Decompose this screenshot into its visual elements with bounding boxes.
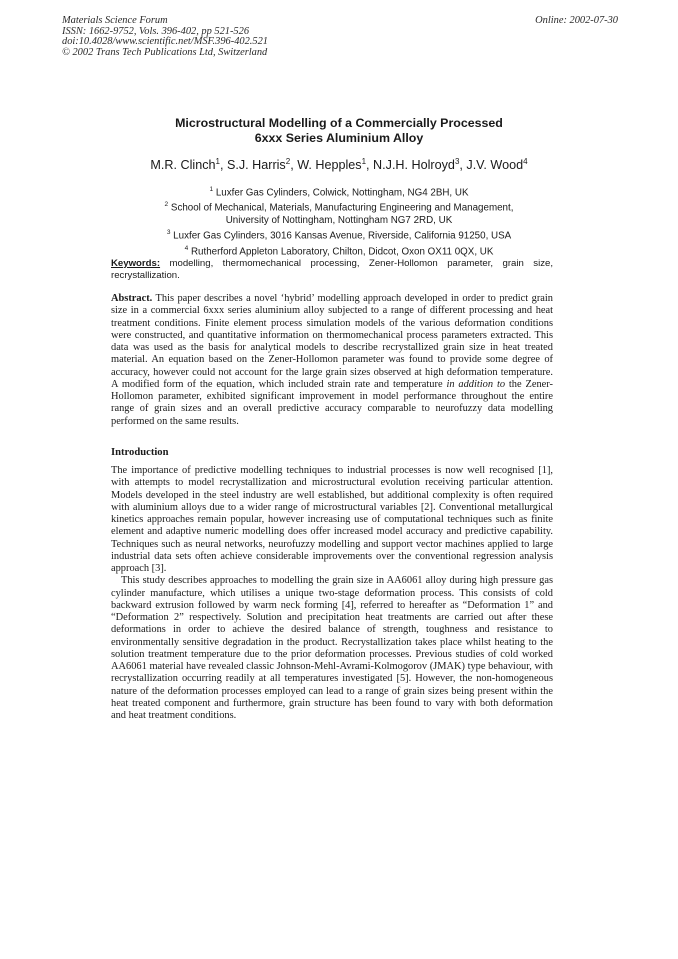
affiliation-3: $^3$ Luxfer Gas Cylinders, 3016 Kansas Avenue, Riverside, California 91250, USA — [166, 229, 512, 242]
journal-header — [62, 16, 618, 58]
issn-line: ISSN: 1662-9752, Vols. 396-402, pp 521-526 — [62, 25, 250, 37]
paper-title — [0, 116, 678, 146]
abstract-text: This paper describes a novel ‘hybrid’ modelling approach developed in order to predict grain size in a commercial 6xxx series aluminium alloy subjected to a range of different processing and heat treatment conditions. Finite element process simulation models of the various deformation conditions were constructed, and quantitative information on thermomechanical process parameters extracted. This data was used as the basis for analytical models to describe recrystallized grain size in heat treated material. An equation based on the Zener-Hollomon parameter was found to provide some degree of accuracy, however could not account for the large grain sizes observed at high deformation temperature. A modified form of the equation, which included strain rate and temperature — [111, 293, 553, 390]
author: N.J.H. Holroyd — [373, 158, 455, 173]
affiliation-2: $^2$ School of Mechanical, Materials, Manufacturing Engineering and Management, — [164, 201, 514, 214]
abstract — [111, 293, 553, 428]
keywords — [111, 258, 553, 283]
online-date: Online: 2002-07-30 — [535, 15, 618, 26]
author-affil-sup: 2 — [285, 157, 291, 166]
author-affil-sup: 4 — [523, 157, 528, 166]
keywords-text: modelling, thermomechanical processing, Zener-Hollomon parameter, grain size, recrystallization. — [111, 258, 554, 282]
keywords-label: Keywords: — [111, 258, 161, 269]
author-affil-sup: 1 — [215, 157, 220, 166]
author: W. Hepples — [297, 158, 362, 173]
abstract-label: Abstract. — [111, 293, 153, 304]
journal-name: Materials Science Forum — [62, 15, 168, 26]
author-list: M.R. Clinch$^1$, S.J. Harris$^2$, W. Hepples$^1$, N.J.H. Holroyd$^3$, J.V. Wood$^4$ — [150, 157, 528, 173]
author-affil-sup: 1 — [361, 157, 367, 166]
affiliations — [0, 184, 678, 258]
abstract-text-cont: the Zener-Hollomon parameter, exhibited significant improvement in model performance throughout the entire range of grain sizes and an overall predictive accuracy comparable to neurofuzzy data modelling performed on the same results. — [111, 378, 553, 427]
affiliation-4: $^4$ Rutherford Appleton Laboratory, Chilton, Didcot, Oxon OX11 0QX, UK — [184, 244, 494, 257]
affiliation-1: $^1$ Luxfer Gas Cylinders, Colwick, Nottingham, NG4 2BH, UK — [209, 186, 469, 199]
section-heading-introduction: Introduction — [111, 447, 169, 458]
title-line-1: Microstructural Modelling of a Commercially Processed — [175, 116, 503, 130]
affiliation-2-cont: University of Nottingham, Nottingham NG7 2RD, UK — [225, 214, 453, 226]
author: J.V. Wood — [466, 158, 524, 173]
paragraph: This study describes approaches to modelling the grain size in AA6061 alloy during high pressure gas cylinder manufacture, which utilises a unique two-stage deformation process. This consists of cold backward extrusion followed by warm neck forming [4], referred to hereafter as “Deformation 1” and “Deformation 2” respectively. Solution and precipitation heat treatments are carried out after these deformations in order to achieve the desired balance of strength, toughness and resistance to environmentally sensitive degradation in the product. Recrystallization takes place whilst heating to the solution treatment temperature due to the prior deformation processes. Previous studies of cold worked AA6061 material have revealed classic Johnson-Mehl-Avrami-Kolmogorov (JMAK) type behaviour, with recrystallization occurring readily at all temperatures investigated [5]. However, the non-homogeneous nature of the deformation processes employed can lead to a range of grain sizes being present within the heat treated component and furthermore, grain structure has been found to vary with both deformation and heat treatment conditions. — [111, 575, 553, 721]
doi-line[interactable]: doi:10.4028/www.scientific.net/MSF.396-402.521 — [62, 36, 268, 48]
author-affil-sup: 3 — [454, 157, 460, 166]
title-line-2: 6xxx Series Aluminium Alloy — [254, 131, 424, 145]
author: S.J. Harris — [226, 158, 286, 173]
abstract-emphasis: in addition to — [446, 378, 506, 390]
paragraph: The importance of predictive modelling techniques to industrial processes is now well recognised [1], with attempts to model recrystallization and microstructural evolution receiving particular attention. Models developed in the steel industry are well established, but additional complexity is often required with aluminium alloys due to a wider range of microstructural variables [2]. Conventional metallurgical kinetics approaches remain popular, however increasing use of computational techniques such as finite element and adaptive numeric modelling does offer increased model accuracy and predictive capability. Techniques such as neural networks, neurofuzzy modelling and support vector machines applied to large industrial data sets often achieve considerable improvements over the conventional regression analysis approach [3]. — [111, 465, 553, 574]
introduction-body — [111, 465, 553, 722]
author: M.R. Clinch — [150, 158, 216, 173]
copyright-line: © 2002 Trans Tech Publications Ltd, Switzerland — [62, 46, 268, 58]
